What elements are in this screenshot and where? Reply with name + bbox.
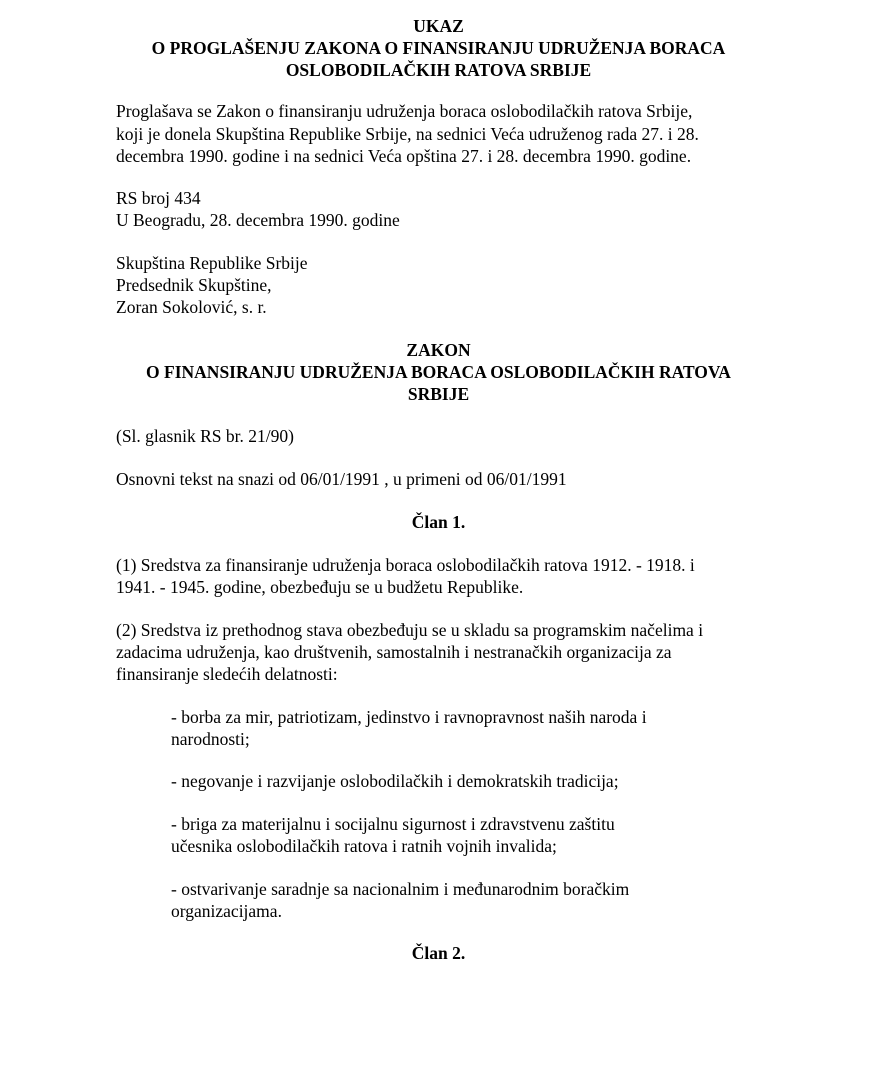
validity-note: Osnovni tekst na snazi od 06/01/1991 , u primeni od 06/01/1991 [116,469,567,489]
signature-line: Predsednik Skupštine, [116,275,272,295]
list-item-line: - negovanje i razvijanje oslobodilačkih i demokratskih tradicija; [171,771,619,791]
law-title-line: ZAKON [406,340,471,360]
decree-title-line: UKAZ [413,16,464,36]
decree-intro-line: decembra 1990. godine i na sednici Veća opština 27. i 28. decembra 1990. godine. [116,146,692,166]
decree-number: RS broj 434 [116,188,201,208]
article-heading: Član 1. [411,512,466,532]
decree-title-line: OSLOBODILAČKIH RATOVA SRBIJE [285,60,592,80]
list-item-line: narodnosti; [171,729,250,749]
list-item-line: organizacijama. [171,901,282,921]
paragraph-line: finansiranje sledećih delatnosti: [116,664,338,684]
decree-title-line: O PROGLAŠENJU ZAKONA O FINANSIRANJU UDRUŽENJA BORACA [151,38,726,58]
decree-intro-line: koji je donela Skupština Republike Srbije, na sednici Veća udruženog rada 27. i 28. [116,124,699,144]
paragraph-line: (2) Sredstva iz prethodnog stava obezbeđuju se u skladu sa programskim načelima i [116,620,704,640]
paragraph-line: (1) Sredstva za finansiranje udruženja boraca oslobodilačkih ratova 1912. - 1918. i [116,555,695,575]
gazette-reference: (Sl. glasnik RS br. 21/90) [116,426,294,446]
law-title-line: O FINANSIRANJU UDRUŽENJA BORACA OSLOBODILAČKIH RATOVA [146,362,731,382]
signature-line: Zoran Sokolović, s. r. [116,297,267,317]
paragraph-line: zadacima udruženja, kao društvenih, samostalnih i nestranačkih organizacija za [116,642,672,662]
list-item-line: - ostvarivanje saradnje sa nacionalnim i međunarodnim boračkim [171,879,630,899]
list-item-line: - borba za mir, patriotizam, jedinstvo i ravnopravnost naših naroda i [171,707,647,727]
decree-intro-line: Proglašava se Zakon o finansiranju udruženja boraca oslobodilačkih ratova Srbije, [116,101,693,121]
list-item-line: - briga za materijalnu i socijalnu sigurnost i zdravstvenu zaštitu [171,814,615,834]
law-title-line: SRBIJE [407,384,470,404]
article-heading: Član 2. [411,943,466,963]
decree-place-date: U Beogradu, 28. decembra 1990. godine [116,210,400,230]
signature-line: Skupština Republike Srbije [116,253,308,273]
list-item-line: učesnika oslobodilačkih ratova i ratnih vojnih invalida; [171,836,557,856]
paragraph-line: 1941. - 1945. godine, obezbeđuju se u budžetu Republike. [116,577,524,597]
